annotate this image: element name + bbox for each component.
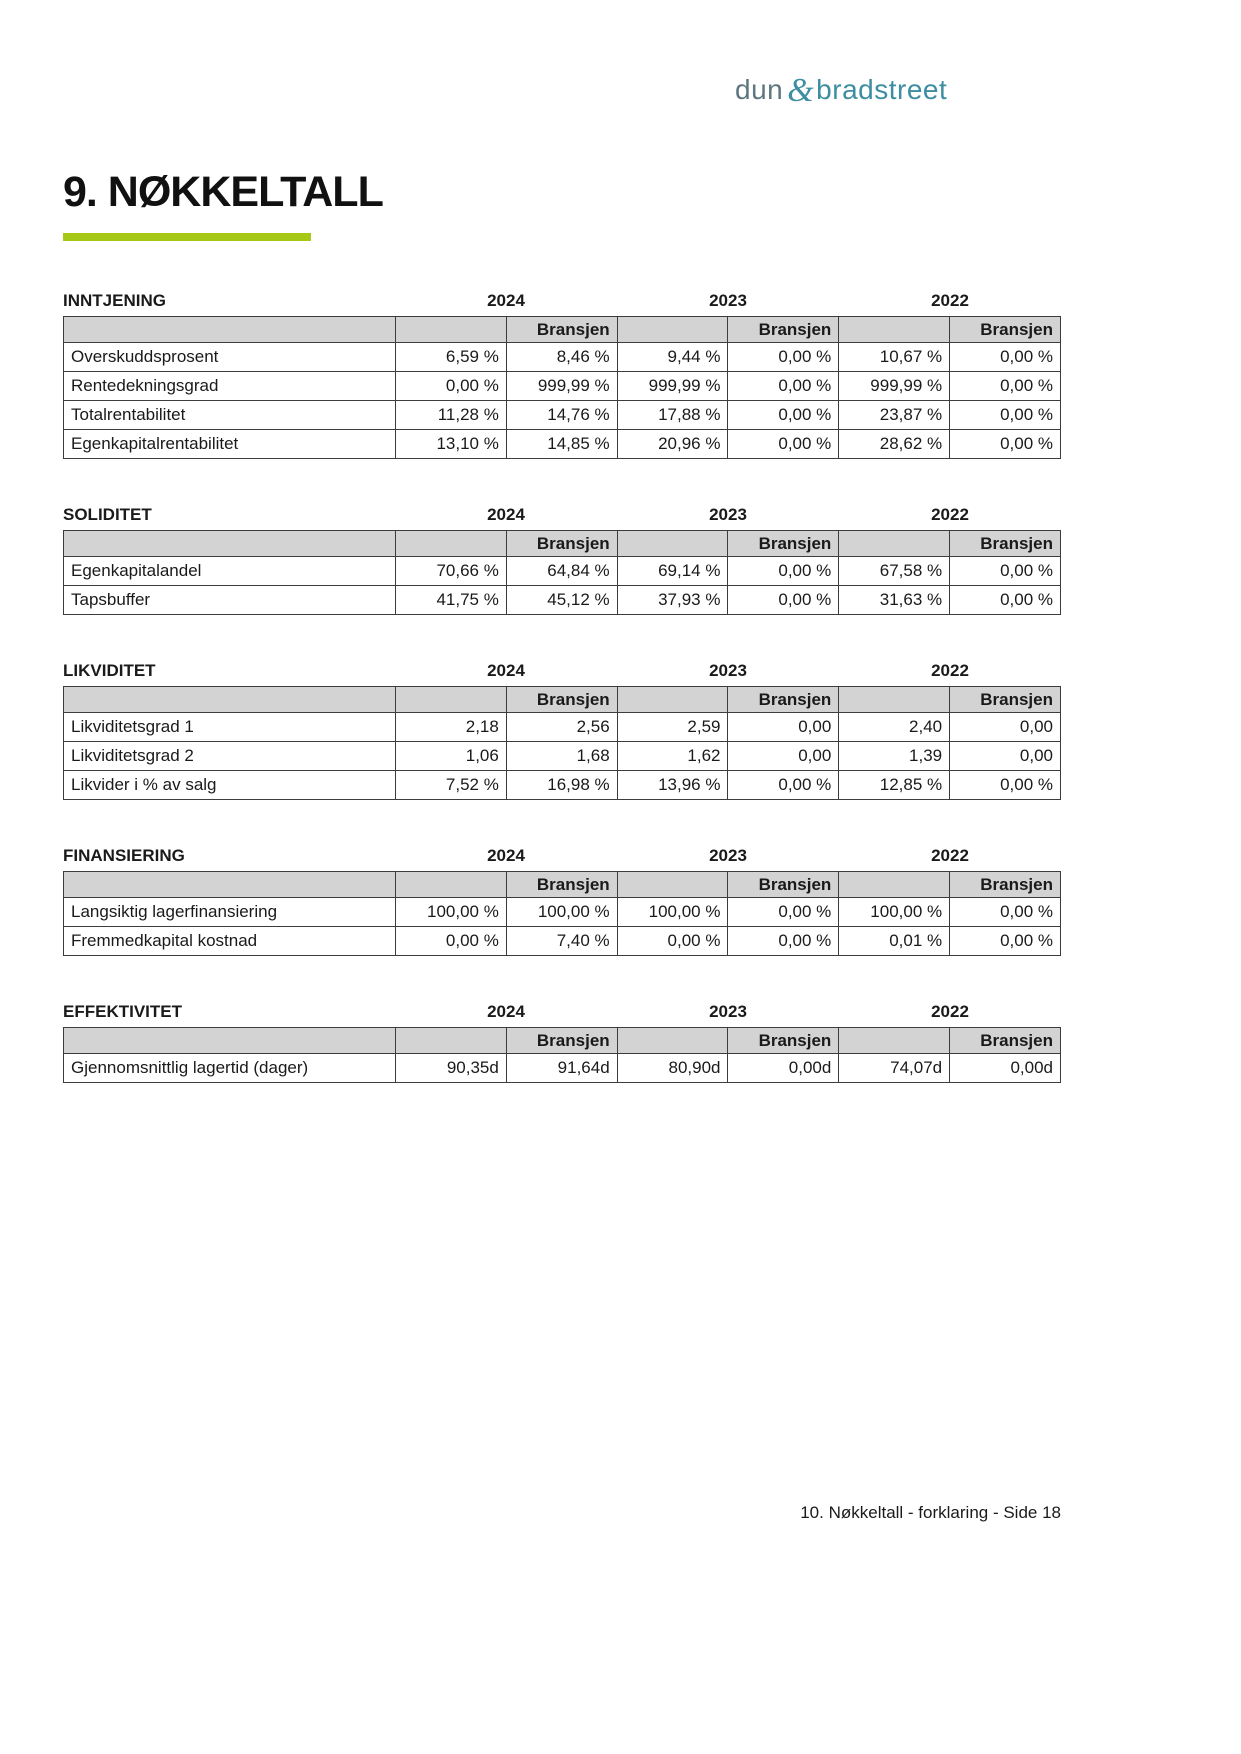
- empty-header-cell: [396, 1028, 507, 1054]
- value-cell: 100,00 %: [396, 898, 507, 927]
- value-cell: 1,68: [506, 742, 617, 771]
- empty-header-cell: [617, 317, 728, 343]
- value-cell: 20,96 %: [617, 430, 728, 459]
- empty-header-cell: [839, 872, 950, 898]
- value-cell: 11,28 %: [396, 401, 507, 430]
- year-header: 2022: [931, 846, 969, 865]
- year-header: 2022: [931, 291, 969, 310]
- empty-header-cell: [839, 1028, 950, 1054]
- row-label: Gjennomsnittlig lagertid (dager): [64, 1054, 396, 1083]
- row-label: Langsiktig lagerfinansiering: [64, 898, 396, 927]
- value-cell: 0,00 %: [396, 372, 507, 401]
- empty-header-cell: [617, 687, 728, 713]
- value-cell: 0,00: [728, 713, 839, 742]
- bransjen-header: Bransjen: [506, 317, 617, 343]
- logo-text-bradstreet: bradstreet: [816, 74, 948, 105]
- data-table: [63, 530, 1061, 615]
- section-title: SOLIDITET: [63, 505, 152, 524]
- bransjen-header-row: [64, 872, 1061, 898]
- section-soliditet: [63, 505, 1061, 615]
- row-label: Overskuddsprosent: [64, 343, 396, 372]
- empty-header-cell: [396, 317, 507, 343]
- table-header-row: [63, 291, 1061, 311]
- dnb-logo: [735, 70, 947, 108]
- value-cell: 100,00 %: [506, 898, 617, 927]
- table-row: [64, 771, 1061, 800]
- value-cell: 999,99 %: [617, 372, 728, 401]
- empty-header-cell: [64, 687, 396, 713]
- logo-ampersand-icon: &: [787, 72, 815, 109]
- empty-header-cell: [617, 531, 728, 557]
- section-inntjening: [63, 291, 1061, 459]
- value-cell: 0,00: [950, 713, 1061, 742]
- value-cell: 0,00 %: [950, 927, 1061, 956]
- row-label: Egenkapitalrentabilitet: [64, 430, 396, 459]
- logo-text-dun: dun: [735, 74, 784, 105]
- empty-header-cell: [64, 1028, 396, 1054]
- row-label: Likvider i % av salg: [64, 771, 396, 800]
- empty-header-cell: [839, 317, 950, 343]
- page-title: 9. NØKKELTALL: [63, 168, 383, 216]
- section-title: INNTJENING: [63, 291, 166, 310]
- row-label: Likviditetsgrad 2: [64, 742, 396, 771]
- bransjen-header-row: [64, 531, 1061, 557]
- bransjen-header: Bransjen: [728, 1028, 839, 1054]
- value-cell: 23,87 %: [839, 401, 950, 430]
- bransjen-header: Bransjen: [950, 872, 1061, 898]
- bransjen-header: Bransjen: [950, 531, 1061, 557]
- bransjen-header: Bransjen: [506, 531, 617, 557]
- year-header: 2024: [487, 661, 525, 680]
- table-row: [64, 742, 1061, 771]
- value-cell: 0,00 %: [728, 771, 839, 800]
- value-cell: 9,44 %: [617, 343, 728, 372]
- data-table: [63, 871, 1061, 956]
- value-cell: 70,66 %: [396, 557, 507, 586]
- value-cell: 0,00 %: [728, 927, 839, 956]
- table-row: [64, 430, 1061, 459]
- value-cell: 14,76 %: [506, 401, 617, 430]
- bransjen-header: Bransjen: [506, 872, 617, 898]
- value-cell: 7,52 %: [396, 771, 507, 800]
- value-cell: 2,18: [396, 713, 507, 742]
- table-row: [64, 372, 1061, 401]
- value-cell: 0,00: [950, 742, 1061, 771]
- bransjen-header: Bransjen: [506, 687, 617, 713]
- bransjen-header: Bransjen: [950, 317, 1061, 343]
- value-cell: 31,63 %: [839, 586, 950, 615]
- value-cell: 0,00 %: [950, 898, 1061, 927]
- table-body: [64, 687, 1061, 800]
- value-cell: 0,00 %: [950, 372, 1061, 401]
- table-header-row: [63, 505, 1061, 525]
- table-body: [64, 872, 1061, 956]
- year-header: 2023: [709, 661, 747, 680]
- section-title: LIKVIDITET: [63, 661, 156, 680]
- value-cell: 6,59 %: [396, 343, 507, 372]
- section-finansiering: [63, 846, 1061, 956]
- data-table: [63, 686, 1061, 800]
- table-row: [64, 401, 1061, 430]
- value-cell: 90,35d: [396, 1054, 507, 1083]
- value-cell: 0,01 %: [839, 927, 950, 956]
- section-likviditet: [63, 661, 1061, 800]
- year-header: 2023: [709, 505, 747, 524]
- value-cell: 0,00 %: [950, 343, 1061, 372]
- table-row: [64, 898, 1061, 927]
- table-row: [64, 557, 1061, 586]
- table-body: [64, 531, 1061, 615]
- row-label: Fremmedkapital kostnad: [64, 927, 396, 956]
- bransjen-header: Bransjen: [728, 317, 839, 343]
- empty-header-cell: [64, 872, 396, 898]
- value-cell: 0,00 %: [728, 898, 839, 927]
- year-header: 2024: [487, 291, 525, 310]
- value-cell: 8,46 %: [506, 343, 617, 372]
- value-cell: 41,75 %: [396, 586, 507, 615]
- bransjen-header: Bransjen: [950, 1028, 1061, 1054]
- value-cell: 0,00: [728, 742, 839, 771]
- empty-header-cell: [64, 317, 396, 343]
- bransjen-header: Bransjen: [728, 872, 839, 898]
- table-header-row: [63, 846, 1061, 866]
- row-label: Rentedekningsgrad: [64, 372, 396, 401]
- bransjen-header: Bransjen: [506, 1028, 617, 1054]
- bransjen-header-row: [64, 687, 1061, 713]
- value-cell: 1,62: [617, 742, 728, 771]
- value-cell: 100,00 %: [617, 898, 728, 927]
- value-cell: 0,00 %: [728, 401, 839, 430]
- empty-header-cell: [396, 687, 507, 713]
- year-header: 2024: [487, 1002, 525, 1021]
- empty-header-cell: [617, 1028, 728, 1054]
- table-body: [64, 317, 1061, 459]
- row-label: Totalrentabilitet: [64, 401, 396, 430]
- value-cell: 74,07d: [839, 1054, 950, 1083]
- value-cell: 1,39: [839, 742, 950, 771]
- year-header: 2024: [487, 505, 525, 524]
- table-header-row: [63, 1002, 1061, 1022]
- section-effektivitet: [63, 1002, 1061, 1083]
- value-cell: 13,96 %: [617, 771, 728, 800]
- bransjen-header-row: [64, 1028, 1061, 1054]
- value-cell: 0,00 %: [728, 557, 839, 586]
- value-cell: 13,10 %: [396, 430, 507, 459]
- value-cell: 17,88 %: [617, 401, 728, 430]
- value-cell: 7,40 %: [506, 927, 617, 956]
- value-cell: 69,14 %: [617, 557, 728, 586]
- empty-header-cell: [396, 531, 507, 557]
- value-cell: 0,00 %: [950, 401, 1061, 430]
- value-cell: 0,00 %: [950, 430, 1061, 459]
- value-cell: 0,00 %: [396, 927, 507, 956]
- year-header: 2023: [709, 846, 747, 865]
- table-row: [64, 586, 1061, 615]
- row-label: Tapsbuffer: [64, 586, 396, 615]
- tables-container: [63, 291, 1178, 1083]
- value-cell: 80,90d: [617, 1054, 728, 1083]
- section-title: FINANSIERING: [63, 846, 185, 865]
- value-cell: 2,40: [839, 713, 950, 742]
- value-cell: 0,00 %: [728, 343, 839, 372]
- year-header: 2022: [931, 505, 969, 524]
- value-cell: 0,00 %: [950, 557, 1061, 586]
- value-cell: 0,00d: [728, 1054, 839, 1083]
- table-body: [64, 1028, 1061, 1083]
- value-cell: 28,62 %: [839, 430, 950, 459]
- value-cell: 45,12 %: [506, 586, 617, 615]
- value-cell: 100,00 %: [839, 898, 950, 927]
- value-cell: 14,85 %: [506, 430, 617, 459]
- value-cell: 91,64d: [506, 1054, 617, 1083]
- bransjen-header: Bransjen: [950, 687, 1061, 713]
- empty-header-cell: [839, 687, 950, 713]
- table-header-row: [63, 661, 1061, 681]
- bransjen-header-row: [64, 317, 1061, 343]
- value-cell: 2,59: [617, 713, 728, 742]
- table-row: [64, 713, 1061, 742]
- value-cell: 1,06: [396, 742, 507, 771]
- value-cell: 12,85 %: [839, 771, 950, 800]
- row-label: Egenkapitalandel: [64, 557, 396, 586]
- table-row: [64, 927, 1061, 956]
- value-cell: 16,98 %: [506, 771, 617, 800]
- value-cell: 0,00 %: [728, 586, 839, 615]
- value-cell: 0,00 %: [728, 430, 839, 459]
- value-cell: 2,56: [506, 713, 617, 742]
- year-header: 2022: [931, 661, 969, 680]
- section-title: EFFEKTIVITET: [63, 1002, 182, 1021]
- bransjen-header: Bransjen: [728, 687, 839, 713]
- value-cell: 0,00d: [950, 1054, 1061, 1083]
- bransjen-header: Bransjen: [728, 531, 839, 557]
- table-row: [64, 343, 1061, 372]
- table-row: [64, 1054, 1061, 1083]
- value-cell: 0,00 %: [950, 771, 1061, 800]
- title-underline: [63, 233, 311, 241]
- year-header: 2023: [709, 1002, 747, 1021]
- value-cell: 37,93 %: [617, 586, 728, 615]
- data-table: [63, 316, 1061, 459]
- value-cell: 999,99 %: [839, 372, 950, 401]
- row-label: Likviditetsgrad 1: [64, 713, 396, 742]
- value-cell: 0,00 %: [728, 372, 839, 401]
- year-header: 2023: [709, 291, 747, 310]
- value-cell: 10,67 %: [839, 343, 950, 372]
- year-header: 2024: [487, 846, 525, 865]
- value-cell: 0,00 %: [617, 927, 728, 956]
- value-cell: 67,58 %: [839, 557, 950, 586]
- value-cell: 0,00 %: [950, 586, 1061, 615]
- value-cell: 999,99 %: [506, 372, 617, 401]
- empty-header-cell: [396, 872, 507, 898]
- year-header: 2022: [931, 1002, 969, 1021]
- empty-header-cell: [839, 531, 950, 557]
- value-cell: 64,84 %: [506, 557, 617, 586]
- page-footer: 10. Nøkkeltall - forklaring - Side 18: [800, 1503, 1061, 1522]
- data-table: [63, 1027, 1061, 1083]
- empty-header-cell: [617, 872, 728, 898]
- empty-header-cell: [64, 531, 396, 557]
